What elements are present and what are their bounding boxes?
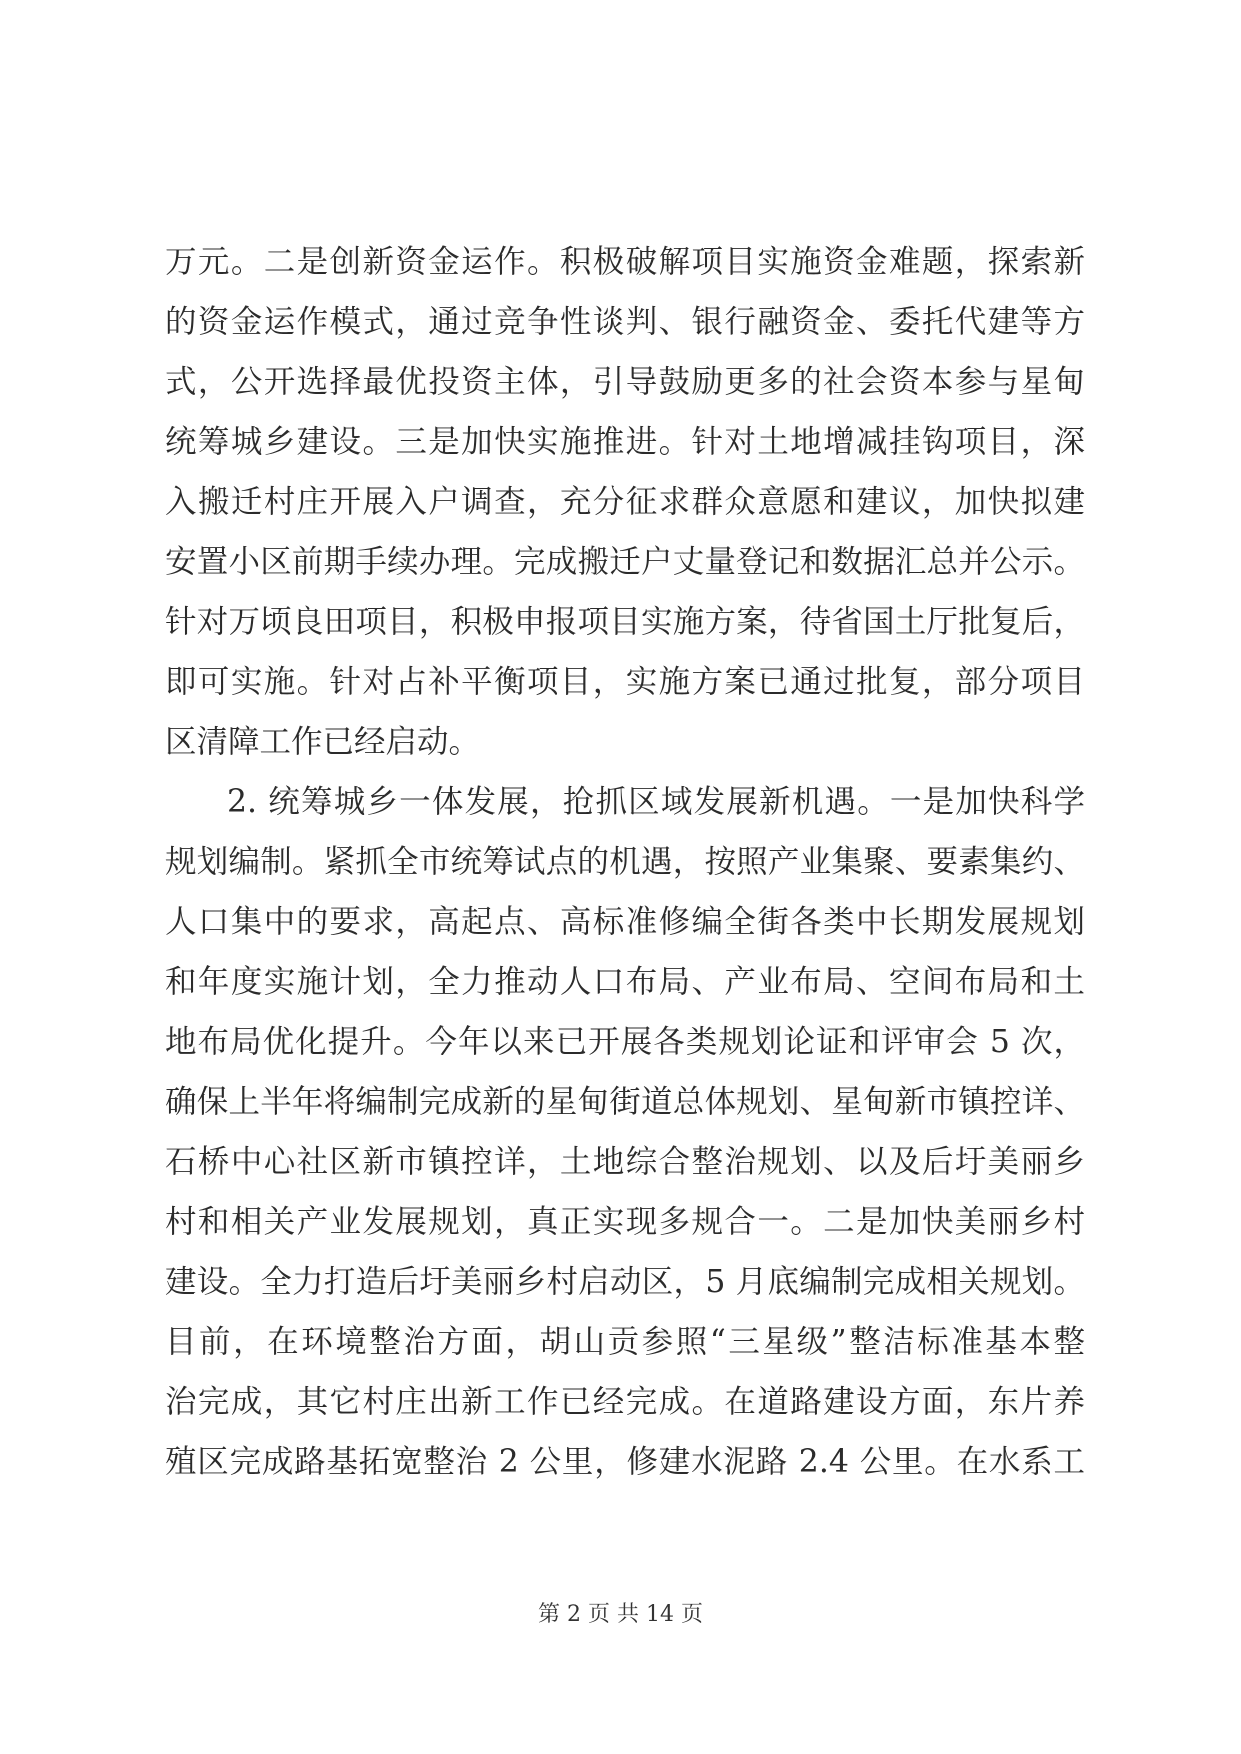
text-line: 式，公开选择最优投资主体，引导鼓励更多的社会资本参与星甸 xyxy=(165,364,1085,400)
text-line: 目前，在环境整治方面，胡山贡参照“三星级”整洁标准基本整 xyxy=(165,1324,1085,1360)
text-line: 地布局优化提升。今年以来已开展各类规划论证和评审会 5 次， xyxy=(165,1024,1085,1060)
text-line: 殖区完成路基拓宽整治 2 公里，修建水泥路 2.4 公里。在水系工 xyxy=(165,1444,1085,1480)
text-line: 安置小区前期手续办理。完成搬迁户丈量登记和数据汇总并公示。 xyxy=(165,544,1085,580)
page-footer xyxy=(0,1597,1241,1628)
text-line: 建设。全力打造后圩美丽乡村启动区，5 月底编制完成相关规划。 xyxy=(165,1264,1085,1300)
paragraph-1 xyxy=(165,232,1085,772)
text-line: 万元。二是创新资金运作。积极破解项目实施资金难题，探索新 xyxy=(165,244,1085,280)
text-line: 2. 统筹城乡一体发展，抢抓区域发展新机遇。一是加快科学 xyxy=(227,784,1085,820)
text-line: 确保上半年将编制完成新的星甸街道总体规划、星甸新市镇控详、 xyxy=(165,1084,1085,1120)
page-number-label: 第 2 页 共 14 页 xyxy=(538,1602,703,1627)
text-line: 入搬迁村庄开展入户调查，充分征求群众意愿和建议，加快拟建 xyxy=(165,484,1085,520)
body-text xyxy=(165,232,1085,1492)
text-line: 治完成，其它村庄出新工作已经完成。在道路建设方面，东片养 xyxy=(165,1384,1085,1420)
text-line: 石桥中心社区新市镇控详，土地综合整治规划、以及后圩美丽乡 xyxy=(165,1144,1085,1180)
text-line: 的资金运作模式，通过竞争性谈判、银行融资金、委托代建等方 xyxy=(165,304,1085,340)
text-line: 和年度实施计划，全力推动人口布局、产业布局、空间布局和土 xyxy=(165,964,1085,1000)
text-line: 即可实施。针对占补平衡项目，实施方案已通过批复，部分项目 xyxy=(165,664,1085,700)
text-line: 人口集中的要求，高起点、高标准修编全街各类中长期发展规划 xyxy=(165,904,1085,940)
text-line: 区清障工作已经启动。 xyxy=(165,724,481,760)
text-line: 规划编制。紧抓全市统筹试点的机遇，按照产业集聚、要素集约、 xyxy=(165,844,1085,880)
text-line: 村和相关产业发展规划，真正实现多规合一。二是加快美丽乡村 xyxy=(165,1204,1085,1240)
text-line: 统筹城乡建设。三是加快实施推进。针对土地增减挂钩项目，深 xyxy=(165,424,1085,460)
paragraph-2 xyxy=(165,772,1085,1492)
text-line: 针对万顷良田项目，积极申报项目实施方案，待省国土厅批复后， xyxy=(165,604,1085,640)
